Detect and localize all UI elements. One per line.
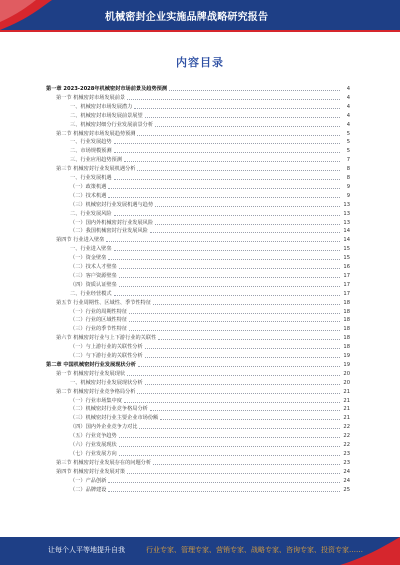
toc-entry[interactable]	[70, 244, 350, 253]
toc-entry[interactable]	[70, 422, 350, 431]
toc-entry-page: 4	[346, 94, 350, 101]
toc-leader-dots	[145, 347, 340, 349]
toc-leader-dots	[108, 196, 340, 198]
toc-entry-page: 5	[346, 148, 350, 155]
toc-leader-dots	[127, 472, 340, 474]
toc-leader-dots	[106, 240, 340, 242]
toc-entry-title: （一）与上游行业的关联性分析	[70, 344, 143, 351]
toc-leader-dots	[137, 134, 340, 136]
toc-leader-dots	[114, 142, 340, 144]
toc-leader-dots	[145, 383, 340, 385]
toc-entry-title: （一）政策机遇	[70, 183, 107, 190]
toc-entry-title: （二）我国机械密封行业发展风险	[70, 228, 148, 235]
toc-entry-title: 第五节 行业周期性、区域性、季节性特征	[56, 299, 152, 306]
toc-entry-page: 8	[346, 175, 350, 181]
toc-leader-dots	[160, 418, 340, 420]
toc-entry[interactable]	[70, 413, 350, 422]
toc-entry[interactable]	[70, 226, 350, 235]
toc-entry-page: 16	[343, 264, 350, 270]
toc-entry-title: 第三节 机械密封行业发展存在的问题分析	[56, 459, 152, 466]
toc-entry-page: 21	[343, 388, 350, 395]
toc-entry[interactable]	[70, 218, 350, 227]
toc-leader-dots	[124, 401, 340, 403]
toc-entry[interactable]	[56, 467, 350, 476]
toc-leader-dots	[119, 445, 340, 447]
toc-entry-page: 18	[343, 326, 350, 333]
toc-entry-page: 13	[343, 201, 350, 208]
toc-entry-page: 9	[346, 183, 350, 190]
toc-entry-title: （二）技术机遇	[70, 192, 107, 199]
toc-entry-title: 一、行业发展趋势	[70, 139, 112, 146]
toc-entry-title: （三）行业的季节性特征	[70, 326, 128, 333]
toc-leader-dots	[108, 187, 340, 189]
toc-leader-dots	[155, 223, 340, 225]
toc-entry-page: 15	[343, 255, 350, 262]
toc-entry[interactable]	[56, 369, 350, 378]
toc-entry-page: 4	[346, 103, 350, 110]
footer-slogan: 让每个人平等地提升自我	[48, 546, 125, 554]
toc-entry-title: 一、行业进入壁垒	[70, 246, 112, 253]
toc-leader-dots	[137, 392, 340, 394]
toc-entry-title: 二、机械密封市场发展前景展望	[70, 112, 143, 119]
toc-entry-page: 20	[343, 370, 350, 377]
toc-entry[interactable]	[56, 164, 350, 173]
toc-entry-title: （二）机械密封行业竞争格局分析	[70, 406, 148, 413]
toc-entry-title: 第三节 机械密封行业发展机遇分析	[56, 166, 136, 173]
toc-leader-dots	[139, 427, 340, 429]
toc-entry[interactable]	[70, 191, 350, 200]
toc-entry[interactable]	[56, 93, 350, 102]
toc-entry[interactable]	[56, 235, 350, 244]
toc-leader-dots	[127, 374, 340, 376]
toc-entry-title: （七）行业发展方向	[70, 450, 117, 457]
header-divider	[0, 30, 400, 32]
toc-entry-title: （一）资金壁垒	[70, 255, 107, 262]
toc-entry-title: （一）行业的周期性特征	[70, 308, 128, 315]
toc-entry[interactable]	[70, 289, 350, 298]
toc-entry-title: （一）国内外机械密封行业发展风险	[70, 219, 154, 226]
toc-leader-dots	[169, 89, 340, 91]
toc-entry-title: （四）国内外企业竞争力对比	[70, 424, 138, 431]
toc-leader-dots	[119, 276, 340, 278]
toc-entry-page: 19	[343, 353, 350, 359]
toc-entry[interactable]	[70, 102, 350, 111]
toc-leader-dots	[119, 454, 340, 456]
toc-entry[interactable]	[70, 351, 350, 360]
toc-leader-dots	[108, 490, 340, 492]
toc-leader-dots	[129, 329, 340, 331]
toc-entry[interactable]	[70, 111, 350, 120]
toc-entry-page: 25	[343, 486, 350, 493]
toc-entry[interactable]	[70, 307, 350, 316]
toc-entry-page: 18	[343, 299, 350, 306]
toc-leader-dots	[129, 312, 340, 314]
toc-entry-page: 17	[343, 281, 350, 288]
toc-entry-title: 一、行业发展机遇	[70, 175, 112, 181]
toc-entry-page: 13	[343, 210, 350, 217]
toc-entry-page: 24	[343, 468, 350, 475]
toc-entry-title: 三、机械密封细分行业发展前景分析	[70, 121, 154, 128]
toc-entry[interactable]	[56, 387, 350, 396]
toc-leader-dots	[108, 258, 340, 260]
toc-entry-page: 18	[343, 317, 350, 324]
toc-entry[interactable]	[70, 440, 350, 449]
toc-entry[interactable]	[70, 182, 350, 191]
toc-entry-page: 7	[346, 157, 350, 164]
toc-entry[interactable]	[56, 458, 350, 467]
toc-entry-page: 17	[343, 272, 350, 279]
toc-entry-page: 18	[343, 308, 350, 315]
toc-entry[interactable]	[70, 404, 350, 413]
toc-leader-dots	[145, 356, 340, 358]
toc-leader-dots	[134, 107, 340, 109]
toc-entry-title: （二）行业的区域性特征	[70, 317, 128, 324]
toc-entry[interactable]	[70, 342, 350, 351]
toc-leader-dots	[129, 320, 340, 322]
toc-leader-dots	[119, 436, 340, 438]
toc-leader-dots	[150, 231, 340, 233]
toc-leader-dots	[155, 205, 340, 207]
toc-entry-page: 22	[343, 424, 350, 431]
toc-leader-dots	[153, 463, 340, 465]
toc-entry-title: （二）技术人才壁垒	[70, 264, 117, 270]
toc-entry-page: 22	[343, 433, 350, 440]
toc-entry-title: （三）机械密封行业主要企业市场份额	[70, 415, 159, 422]
toc-entry[interactable]	[70, 315, 350, 324]
toc-entry-page: 19	[343, 361, 350, 368]
toc-entry-title: 第一节 机械密封行业发展现状	[56, 370, 126, 377]
toc-entry-title: （四）资质认证壁垒	[70, 281, 117, 288]
toc-entry-page: 23	[343, 459, 350, 466]
toc-entry-page: 14	[343, 237, 350, 244]
toc-entry[interactable]	[70, 209, 350, 218]
toc-entry-title: 第二节 机械密封行业竞争格局分析	[56, 388, 136, 395]
toc-entry[interactable]	[70, 280, 350, 289]
toc-entry-title: 第六节 机械密封行业与上下游行业的关联性	[56, 335, 157, 342]
header-logo-wave	[0, 0, 52, 30]
page-header	[0, 0, 400, 34]
toc-entry-page: 23	[343, 450, 350, 457]
toc-entry-page: 4	[346, 112, 350, 119]
toc-entry-title: 二、行业发展风险	[70, 210, 112, 217]
toc-entry[interactable]	[70, 262, 350, 271]
toc-entry[interactable]	[70, 431, 350, 440]
toc-entry-page: 5	[346, 139, 350, 146]
toc-entry-page: 21	[343, 406, 350, 413]
toc-entry-title: （二）与下游行业的关联性分析	[70, 353, 143, 359]
toc-entry-page: 21	[343, 397, 350, 404]
toc-entry[interactable]	[70, 449, 350, 458]
toc-leader-dots	[108, 481, 340, 483]
toc-entry[interactable]	[70, 324, 350, 333]
toc-entry-title: 第四节 机械密封行业发展对策	[56, 468, 126, 475]
toc-entry[interactable]	[46, 360, 350, 369]
toc-leader-dots	[138, 365, 340, 367]
toc-entry-page: 9	[346, 192, 350, 199]
toc-leader-dots	[153, 303, 340, 305]
toc-entry-title: （六）行业发展现状	[70, 442, 117, 448]
toc-entry[interactable]	[70, 155, 350, 164]
toc-entry-title: （一）行业市场集中度	[70, 397, 122, 404]
toc-entry[interactable]	[70, 485, 350, 494]
toc-entry-page: 18	[343, 335, 350, 342]
toc-entry-title: 第一章 2023-2028年机械密封市场前景及趋势预测	[46, 86, 168, 92]
header-title: 机械密封企业实施品牌战略研究报告	[105, 12, 269, 23]
toc-leader-dots	[137, 169, 340, 171]
toc-entry-title: 一、机械密封市场发展潜力	[70, 103, 133, 110]
toc-entry-title: （一）产品创新	[70, 477, 107, 484]
toc-entry-page: 14	[343, 228, 350, 235]
toc-entry-title: 第二章 中国机械密封行业发展现状分析	[46, 361, 136, 368]
toc-entry[interactable]	[70, 146, 350, 155]
toc-entry[interactable]	[56, 298, 350, 307]
toc-entry[interactable]	[70, 120, 350, 129]
toc-entry-page: 22	[343, 442, 350, 448]
toc-leader-dots	[124, 160, 340, 162]
toc-entry-page: 4	[346, 86, 350, 92]
toc-entry-page: 4	[346, 121, 350, 128]
toc-leader-dots	[127, 98, 340, 100]
footer-wave-decoration	[330, 537, 400, 565]
toc-entry[interactable]	[70, 396, 350, 405]
toc-leader-dots	[114, 249, 340, 251]
toc-entry-page: 18	[343, 344, 350, 351]
toc-entry-page: 8	[346, 166, 350, 173]
toc-leader-dots	[114, 151, 340, 153]
toc-leader-dots	[150, 409, 340, 411]
toc-entry-title: （三）机械密封行业发展机遇与趋势	[70, 201, 154, 208]
toc-entry[interactable]	[56, 333, 350, 342]
toc-entry-title: 第二节 机械密封市场发展趋势预测	[56, 130, 136, 137]
toc-entry[interactable]	[70, 476, 350, 485]
toc-entry-page: 17	[343, 290, 350, 297]
toc-entry[interactable]	[70, 200, 350, 209]
toc-entry-title: 一、机械密封行业发展现状分析	[70, 379, 143, 386]
toc-title: 内容目录	[176, 56, 224, 69]
toc-leader-dots	[145, 116, 340, 118]
toc-leader-dots	[158, 338, 340, 340]
toc-entry-title: 三、行业应用趋势预测	[70, 157, 122, 164]
toc-leader-dots	[114, 178, 340, 180]
toc-entry[interactable]	[70, 378, 350, 387]
toc-entry[interactable]	[70, 271, 350, 280]
toc-entry-title: （二）品牌建设	[70, 486, 107, 493]
toc-entry-title: 第四节 行业进入壁垒	[56, 237, 105, 244]
toc-leader-dots	[119, 285, 340, 287]
toc-entry-page: 21	[343, 415, 350, 422]
toc-leader-dots	[114, 294, 340, 296]
toc-leader-dots	[155, 125, 340, 127]
toc-entry-page: 13	[343, 219, 350, 226]
toc-entry-page: 24	[343, 477, 350, 484]
toc-entry-page: 5	[346, 130, 350, 137]
toc-entry-title: 二、行业经营模式	[70, 290, 112, 297]
toc-entry-title: 二、市场规模预测	[70, 148, 112, 155]
toc-leader-dots	[114, 214, 340, 216]
toc-entry-title: （五）行业竞争趋势	[70, 433, 117, 440]
toc-entry-title: 第一节 机械密封市场发展前景	[56, 94, 126, 101]
toc-entry[interactable]	[56, 129, 350, 138]
footer-experts: 行业专家、管理专家、营销专家、战略专家、咨询专家、投资专家……	[146, 546, 363, 554]
page-footer	[0, 537, 400, 565]
toc-entry-title: （三）客户资源壁垒	[70, 272, 117, 279]
toc-leader-dots	[119, 267, 340, 269]
toc-entry-page: 20	[343, 379, 350, 386]
toc-entry-page: 15	[343, 246, 350, 253]
toc-entry[interactable]	[46, 84, 350, 93]
toc-entry[interactable]	[70, 137, 350, 146]
toc-entry[interactable]	[70, 253, 350, 262]
toc-entry[interactable]	[70, 173, 350, 182]
